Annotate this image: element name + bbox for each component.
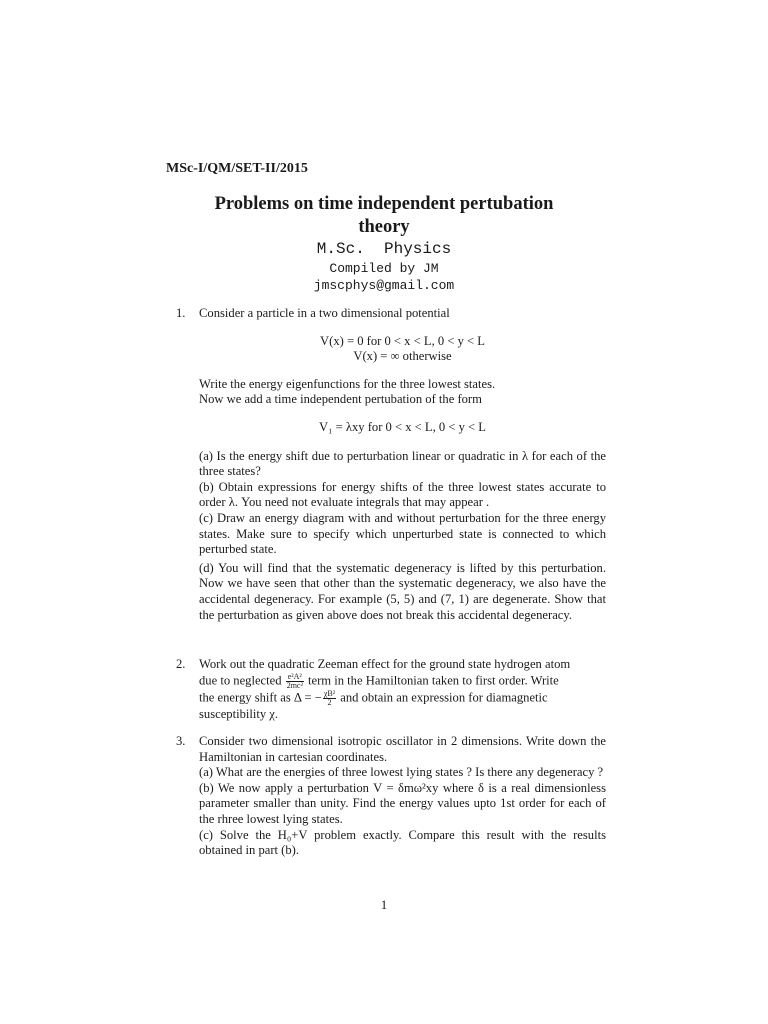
problem-line <box>199 673 606 690</box>
equation-perturbation: V₁ = λxy for 0 < x < L, 0 < y < L <box>318 419 487 434</box>
problem-3 <box>176 734 606 859</box>
course-code: MSc-I/QM/SET-II/2015 <box>166 161 308 176</box>
text-fragment: term in the Hamiltonian taken to first order. Write <box>308 672 559 687</box>
fraction-numerator: χB² <box>323 688 336 698</box>
title-line-2: theory <box>358 217 410 237</box>
problem-number: 1. <box>176 306 186 320</box>
part-b: (b) Obtain expressions for energy shifts of the three lowest states accurate to order λ. You need not evaluate integrals that may appear . <box>199 479 606 510</box>
problem-line: susceptibility χ. <box>199 706 279 721</box>
problem-2 <box>176 657 606 722</box>
part-a: (a) Is the energy shift due to perturbation linear or quadratic in λ for each of the three states? <box>199 448 606 479</box>
problem-text: Now we add a time independent pertubation of the form <box>199 392 482 407</box>
problem-line: Work out the quadratic Zeeman effect for the ground state hydrogen atom <box>199 657 571 671</box>
part-b: (b) We now apply a perturbation V = δmω²xy where δ is a real dimensionless parameter smaller than unity. Find the energy values upto 1st order for each of the rhree lowest lying states. <box>199 780 606 826</box>
fraction-denominator: 2mc² <box>286 680 303 690</box>
problem-intro: Consider a particle in a two dimensional potential <box>199 306 450 320</box>
text-fragment: the energy shift as Δ = − <box>199 689 322 704</box>
problem-line <box>199 690 606 707</box>
problem-text: Write the energy eigenfunctions for the three lowest states. <box>199 376 496 391</box>
page-number: 1 <box>380 897 388 912</box>
equation-potential <box>199 334 606 365</box>
author-email: jmscphys@gmail.com <box>313 278 455 293</box>
problem-number: 2. <box>176 657 186 671</box>
title-line-1: Problems on time independent pertubation <box>214 194 554 214</box>
subtitle: M.Sc. Physics <box>316 240 452 258</box>
equation-line: V(x) = ∞ otherwise <box>353 349 452 364</box>
document-title <box>168 193 600 239</box>
problem-intro: Consider two dimensional isotropic oscillator in 2 dimensions. Write down the Hamiltonian in cartesian coordinates. <box>199 734 606 764</box>
fraction-numerator: e²A² <box>286 673 304 682</box>
problem-number: 3. <box>176 734 186 748</box>
part-c: (c) Draw an energy diagram with and without perturbation for the three energy states. Make sure to specify which unperturbed state is connected to which perturbed state. <box>199 510 606 557</box>
fraction-susceptibility <box>323 690 336 707</box>
compiled-by: Compiled by JM <box>329 261 439 276</box>
fraction-vector-potential <box>286 673 304 690</box>
part-a: (a) What are the energies of three lowest lying states ? Is there any degeneracy ? <box>199 765 604 780</box>
part-c: (c) Solve the H₀+V problem exactly. Compare this result with the results obtained in part (b). <box>199 827 606 858</box>
text-fragment: due to neglected <box>199 672 282 687</box>
part-d: (d) You will find that the systematic degeneracy is lifted by this perturbation. Now we have seen that other than the systematic degeneracy, we also have the accidental degeneracy. For example (5, 5) and (7, 1) are degenerate. Show that the perturbation as given above does not break this accidental degeneracy. <box>199 560 606 622</box>
text-fragment: and obtain an expression for diamagnetic <box>340 689 548 704</box>
equation-line: V(x) = 0 for 0 < x < L, 0 < y < L <box>320 333 485 348</box>
fraction-denominator: 2 <box>327 697 332 707</box>
problem-1 <box>176 306 606 623</box>
